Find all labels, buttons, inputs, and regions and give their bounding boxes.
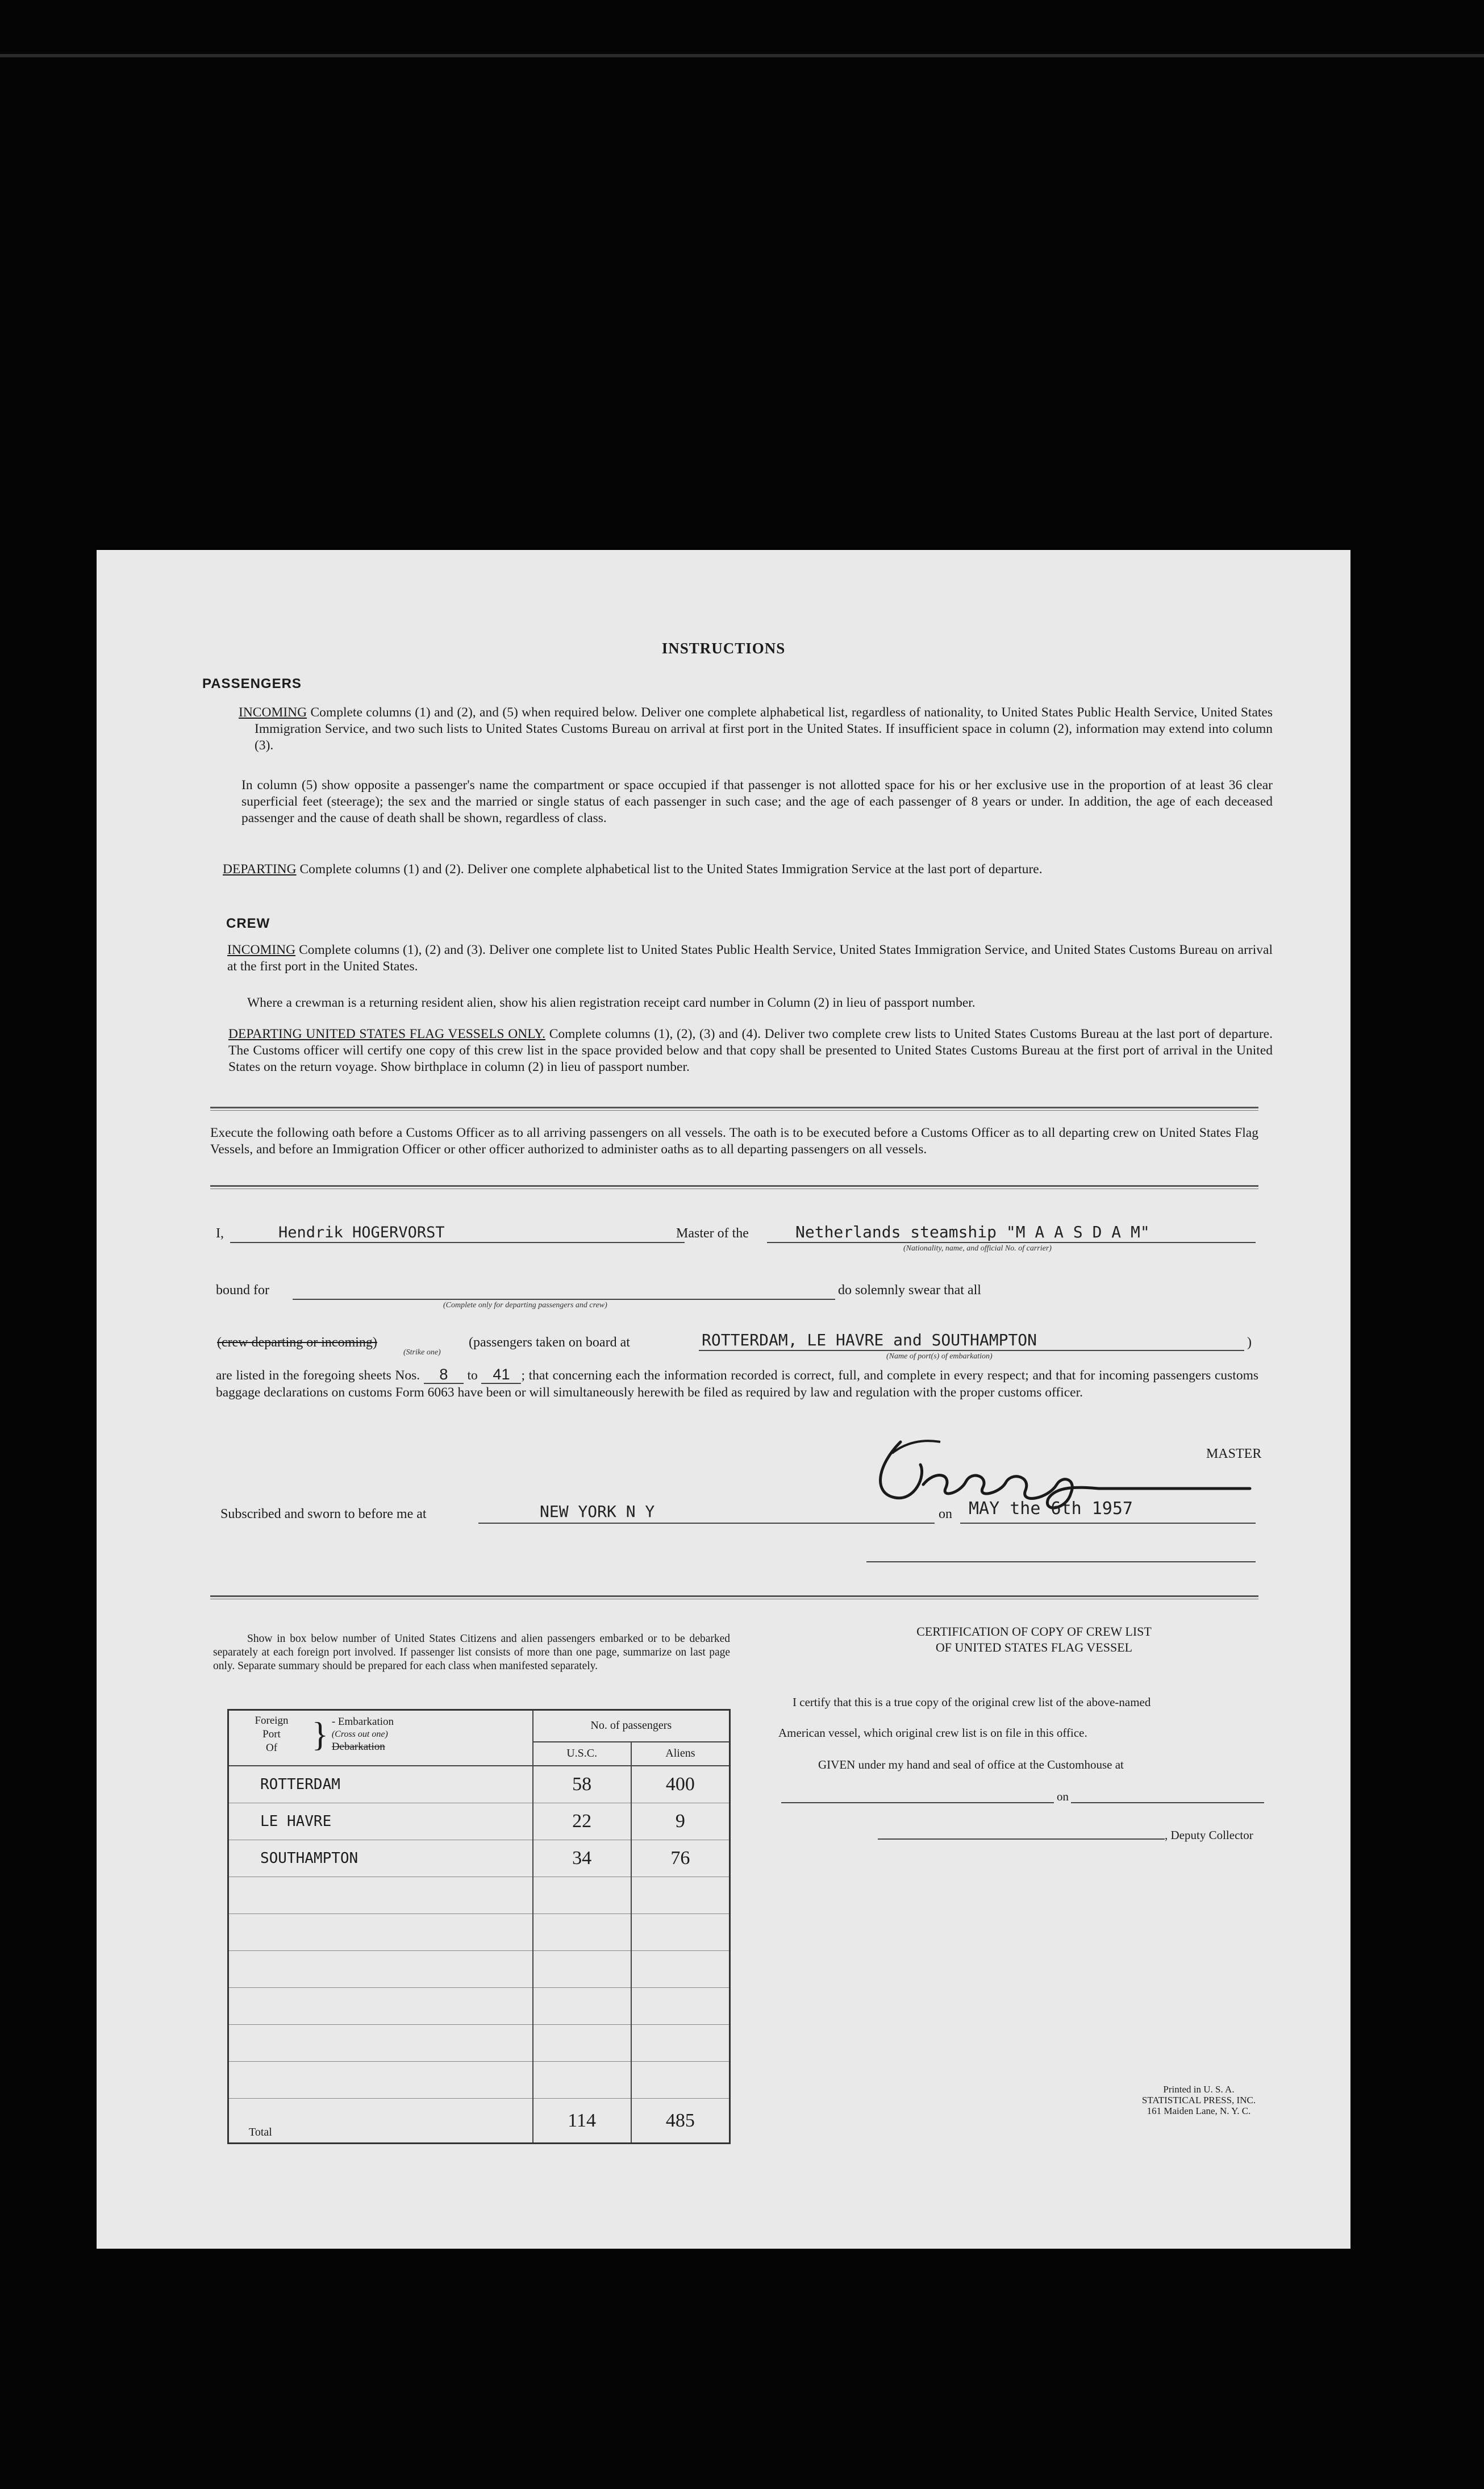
passengers-incoming-text: Complete columns (1) and (2), and (5) when required below. Deliver one complete alphabetical list, regardless of nationality, to United States Public Health Service, United States Immigration Service, and two such lists to United States Customs Bureau on arrival at first port in the United States. If insufficient space in column (2), information may extend into column (3).: [255, 705, 1273, 753]
certification-text-3: GIVEN under my hand and seal of office at the Customhouse at: [818, 1758, 1124, 1771]
crew-departing-label: DEPARTING UNITED STATES FLAG VESSELS ONLY.: [228, 1027, 546, 1041]
crew-departing-paragraph: [228, 1026, 1273, 1075]
sheet-from: 8: [424, 1366, 464, 1384]
sworn-date-field: [960, 1523, 1256, 1524]
passenger-summary-table: [227, 1709, 731, 2144]
certification-date-field: [1071, 1802, 1264, 1803]
printer-line2: STATISTICAL PRESS, INC.: [1141, 2095, 1256, 2106]
officer-signature-line: [866, 1561, 1256, 1562]
subscribed-label: Subscribed and sworn to before me at: [220, 1507, 427, 1521]
port-header: Foreign Port Of } - Embarkation (Cross out one) Debarkation: [228, 1710, 533, 1766]
sheet-to: 41: [481, 1366, 521, 1384]
master-of-label: Master of the: [676, 1226, 749, 1241]
table-row: [228, 1951, 730, 1988]
printer-imprint: [1114, 2084, 1284, 2116]
aliens-cell: 400: [631, 1766, 730, 1803]
vessel-field: [767, 1242, 1256, 1243]
printer-line3: 161 Maiden Lane, N. Y. C.: [1147, 2106, 1251, 2116]
oath-intro: Execute the following oath before a Customs Officer as to all arriving passengers on all vessels. The oath is to be executed before a Customs Officer as to all departing crew on United States Flag Vessels, and before an Immigration Officer or other officer authorized to administer oaths as to all departing passengers on all vessels.: [210, 1125, 1258, 1157]
passengers-header: No. of passengers: [533, 1710, 730, 1742]
master-name-field: [230, 1242, 685, 1243]
port-header-line1: Foreign: [255, 1715, 289, 1727]
total-row: [228, 2099, 730, 2144]
summary-instructions: Show in box below number of United States Citizens and alien passengers embarked or to be debarked separately at each foreign port involved. If passenger list consists of more than one page, summarize on last page only. Separate summary should be prepared for each class when manifested separately.: [213, 1633, 730, 1672]
passengers-departing-text: Complete columns (1) and (2). Deliver one complete alphabetical list to the United States Immigration Service at the last port of departure.: [296, 862, 1043, 877]
table-row: [228, 1877, 730, 1913]
crew-departing-struck: (crew departing or incoming): [217, 1335, 377, 1350]
crew-incoming-paragraph: [227, 942, 1273, 975]
crew-departing-text: Complete columns (1), (2), (3) and (4). Deliver two complete crew lists to United States Customs Bureau at the last port of departure. The Customs officer will certify one copy of this crew list in the space provided below and that copy shall be presented to United States Customs Bureau at the first port of arrival in the United States on the return voyage. Show birthplace in column (2) in lieu of passport number.: [228, 1027, 1273, 1074]
strike-caption: (Strike one): [403, 1348, 441, 1357]
sworn-date: MAY the 6th 1957: [969, 1499, 1133, 1519]
table-header-row: [228, 1710, 730, 1742]
aliens-cell: 76: [631, 1840, 730, 1877]
bound-for-label: bound for: [216, 1283, 269, 1298]
certification-text-1: I certify that this is a true copy of the original crew list of the above-named: [793, 1695, 1151, 1709]
table-row: [228, 1766, 730, 1803]
brace-icon: }: [312, 1716, 328, 1753]
certification-title-line1: CERTIFICATION OF COPY OF CREW LIST: [916, 1624, 1152, 1639]
master-name: Hendrik HOGERVORST: [278, 1224, 445, 1241]
usc-cell: 22: [533, 1803, 631, 1840]
cross-out-caption: (Cross out one): [331, 1729, 388, 1739]
ports-caption: (Name of port(s) of embarkation): [886, 1352, 993, 1361]
table-row: [228, 1914, 730, 1951]
deputy-collector-label: , Deputy Collector: [1165, 1828, 1253, 1842]
aliens-header: Aliens: [631, 1742, 730, 1766]
aliens-cell: 9: [631, 1803, 730, 1840]
certification-title: [778, 1624, 1290, 1656]
sworn-place-field: [478, 1523, 935, 1524]
deputy-signature-field: [878, 1838, 1165, 1840]
total-usc: 114: [533, 2099, 631, 2144]
usc-cell: 34: [533, 1840, 631, 1877]
table-row: [228, 2062, 730, 2099]
sheets-text-end: ; that concerning each the information recorded is correct, full, and complete in every respect; and that for incoming passengers customs baggage declarations on customs Form 6063 have been or will simultaneously herewith be filed as required by law and regulation with the proper customs officer.: [216, 1368, 1258, 1400]
bound-for-caption: (Complete only for departing passengers and crew): [443, 1301, 607, 1310]
table-row: [228, 1988, 730, 2025]
divider: [210, 1107, 1258, 1111]
crew-heading: CREW: [226, 916, 270, 931]
sworn-place: NEW YORK N Y: [540, 1502, 655, 1521]
document-page: [97, 550, 1350, 2249]
port-header-line3: Of: [265, 1742, 278, 1754]
instructions-title: INSTRUCTIONS: [661, 640, 786, 657]
debarkation-label: Debarkation: [331, 1741, 385, 1753]
port-cell: SOUTHAMPTON: [228, 1840, 533, 1877]
certification-on-label: on: [1057, 1790, 1069, 1803]
column5-paragraph: In column (5) show opposite a passenger's name the compartment or space occupied if that passenger is not allotted space for his or her exclusive use in the proportion of at least 36 clear superficial feet (steerage); the sex and the married or single status of each passenger in such case; and the age of each passenger of 8 years or under. In addition, the age of each deceased passenger and the cause of death shall be shown, regardless of class.: [241, 778, 1273, 826]
ports-value: ROTTERDAM, LE HAVRE and SOUTHAMPTON: [702, 1331, 1037, 1349]
sheets-to-label: to: [467, 1368, 478, 1383]
certification-title-line2: OF UNITED STATES FLAG VESSEL: [935, 1640, 1133, 1654]
swear-label: do solemnly swear that all: [838, 1283, 981, 1298]
embarkation-label: Embarkation: [337, 1716, 394, 1728]
crew-resident-paragraph: Where a crewman is a returning resident alien, show his alien registration receipt card number in Column (2) in lieu of passport number.: [247, 995, 976, 1010]
divider: [210, 1185, 1258, 1189]
usc-header: U.S.C.: [533, 1742, 631, 1766]
passengers-departing-label: DEPARTING: [223, 862, 297, 877]
vessel-caption: (Nationality, name, and official No. of carrier): [903, 1244, 1052, 1253]
port-cell: ROTTERDAM: [228, 1766, 533, 1803]
crew-incoming-text: Complete columns (1), (2) and (3). Deliver one complete list to United States Public Health Service, United States Immigration Service, and United States Customs Bureau on arrival at the first port in the United States.: [227, 943, 1273, 974]
total-aliens: 485: [631, 2099, 730, 2144]
table-row: [228, 2025, 730, 2062]
bound-for-field: [293, 1299, 835, 1300]
total-label: Total: [228, 2099, 533, 2144]
table-row: [228, 1803, 730, 1840]
passengers-incoming-paragraph: [239, 704, 1273, 754]
ports-field: [699, 1350, 1244, 1351]
port-header-line2: Port: [262, 1728, 281, 1740]
certification-text-2: American vessel, which original crew list is on file in this office.: [778, 1726, 1087, 1740]
passengers-departing-paragraph: [223, 861, 1273, 878]
divider: [210, 1595, 1258, 1599]
on-label: on: [939, 1507, 952, 1521]
passengers-incoming-label: INCOMING: [239, 705, 307, 720]
close-paren: ): [1247, 1335, 1252, 1350]
taken-on-board-label: (passengers taken on board at: [469, 1335, 630, 1350]
table-row: [228, 1840, 730, 1877]
usc-cell: 58: [533, 1766, 631, 1803]
passengers-heading: PASSENGERS: [202, 676, 302, 691]
port-cell: LE HAVRE: [228, 1803, 533, 1840]
sheets-paragraph: [216, 1366, 1258, 1401]
printer-line1: Printed in U. S. A.: [1163, 2084, 1235, 2095]
crew-incoming-label: INCOMING: [227, 943, 296, 957]
vessel-name: Netherlands steamship "M A A S D A M": [795, 1223, 1150, 1241]
master-label: MASTER: [1206, 1446, 1262, 1461]
scan-artifact: [0, 54, 1484, 57]
customhouse-field: [781, 1802, 1054, 1803]
sheets-text-start: are listed in the foregoing sheets Nos.: [216, 1368, 420, 1383]
i-label: I,: [216, 1226, 224, 1241]
